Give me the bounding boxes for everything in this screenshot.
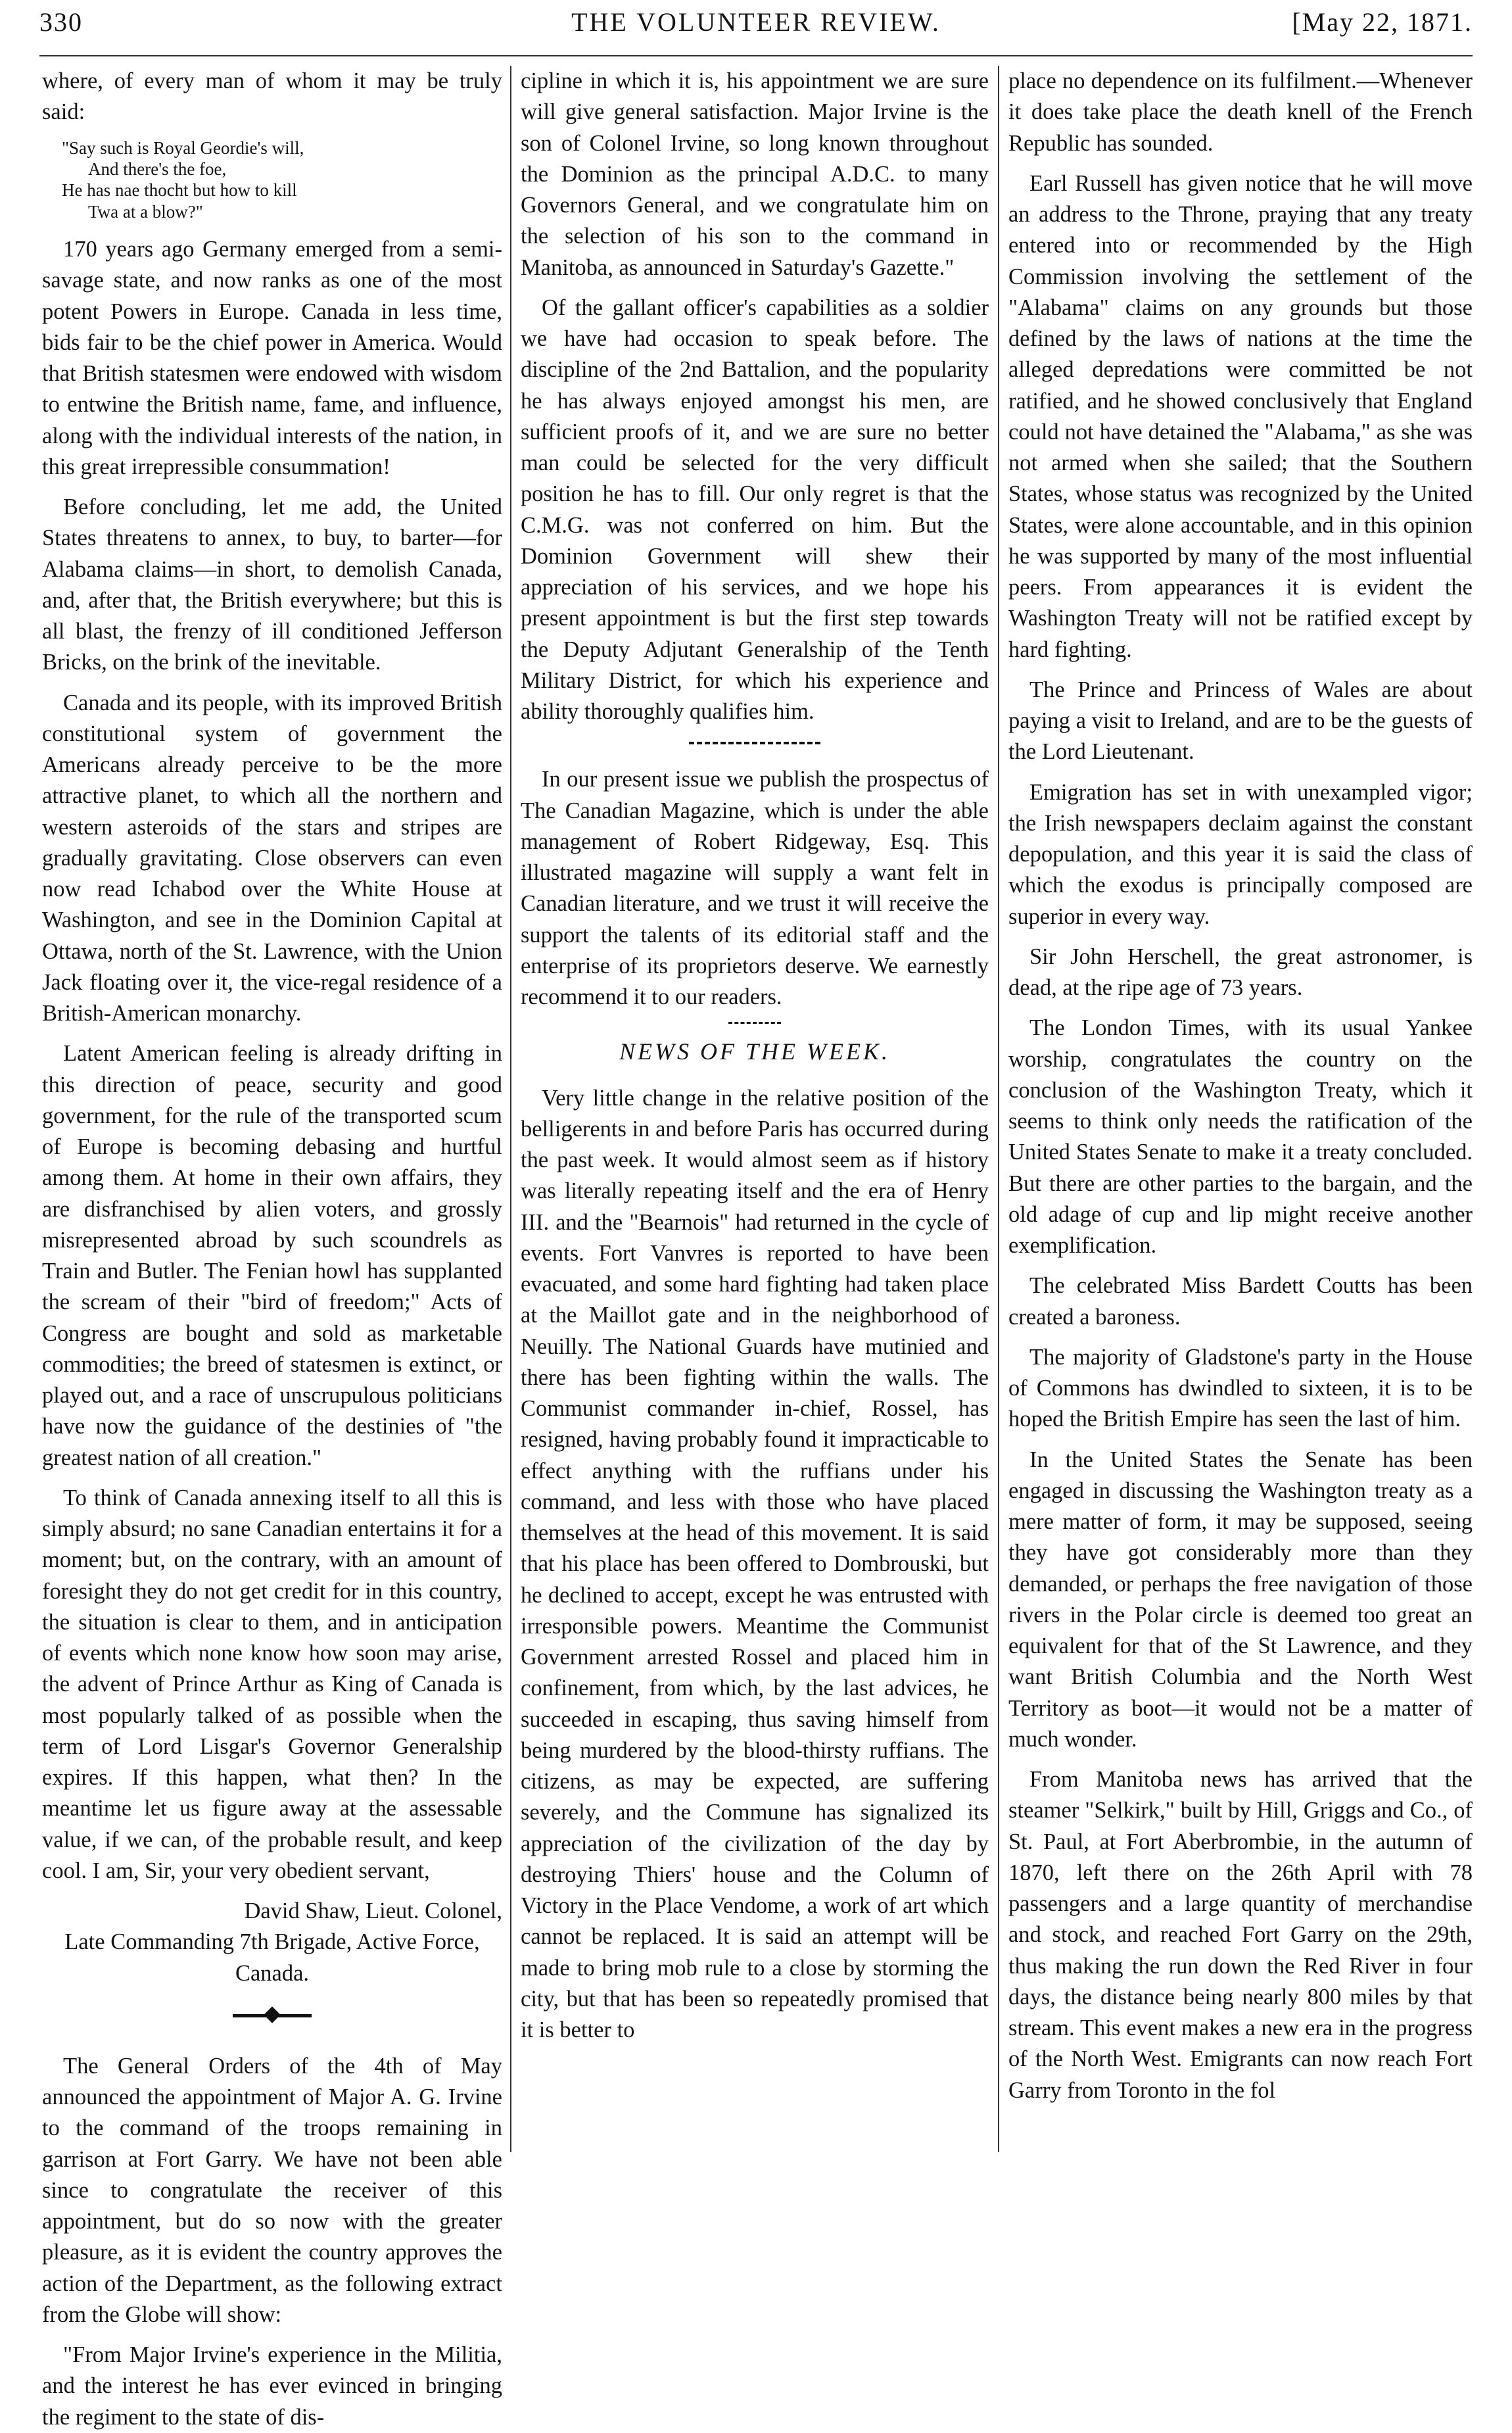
paragraph: In the United States the Senate has been engaged in discussing the Washington treaty as a mere matter of form, it may be supposed, seeing they have got considerably more than they demanded, or perhaps the free navigation of those rivers in the Polar circle is deemed too great an equivalent for that of the St Lawrence, and they want British Columbia and the North West Territory as boot—it would not be a matter of much wonder. [1008, 1447, 1473, 1752]
paragraph: Of the gallant officer's capabilities as a soldier we have had occasion to speak before. The discipline of the 2nd Battalion, and the popularity he has always enjoyed amongst his men, are sufficient proofs of it, and we are sure no better man could be selected for the very difficult position he has to fill. Our only regret is that the C.M.G. was not conferred on him. But the Dominion Government will shew their appreciation of his services, and we hope his present appointment is but the first step towards the Deputy Adjutant Generalship of the Tenth Military District, for which his experience and ability thoroughly qualifies him. [521, 295, 989, 724]
paragraph: place no dependence on its fulfilment.—Whenever it does take place the death knell of the French Republic has sounded. [1008, 68, 1473, 156]
paragraph: From Manitoba news has arrived that the steamer "Selkirk," built by Hill, Griggs and Co., of St. Paul, at Fort Aberbrombie, in the autumn of 1870, left there on the 26th April with 78 passengers and a large quantity of merchandise and stock, and reached Fort Garry on the 29th, thus making the run down the Red River in four days, the distance being nearly 800 miles by that stream. This event makes a new era in the progress of the North West. Emigrants can now reach Fort Garry from Toronto in the fol [1008, 1767, 1473, 2103]
paragraph: "From Major Irvine's experience in the Militia, and the interest he has ever evinced in bringing the regiment to the state of dis- [42, 2342, 502, 2430]
signature-name: David Shaw, Lieut. Colonel, [244, 1898, 502, 1924]
paragraph: Emigration has set in with unexampled vigor; the Irish newspapers declaim against the constant depopulation, and this year it is said the class of which the exodus is principally composed are superior in every way. [1008, 779, 1473, 929]
paragraph: Before concluding, let me add, the United States threatens to annex, to buy, to barter—for Alabama claims—in short, to demolish Canada, and, after that, the British everywhere; but this is all blast, the frenzy of ill conditioned Jefferson Bricks, on the brink of the inevitable. [42, 494, 502, 675]
paragraph: Sir John Herschell, the great astronomer, is dead, at the ripe age of 73 years. [1008, 944, 1473, 1000]
paragraph: cipline in which it is, his appointment we are sure will give general satisfaction. Major Irvine is the son of Colonel Irvine, so long known throughout the Dominion as the principal A.D.C. to many Governors General, and we congratulate him on the selection of his son to the command in Manitoba, as announced in Saturday's Gazette." [521, 68, 989, 280]
section-divider [42, 2004, 502, 2030]
header-rule [39, 55, 1473, 61]
paragraph: The celebrated Miss Bardett Coutts has been created a baroness. [1008, 1273, 1473, 1330]
column-divider [998, 66, 999, 2152]
verse-line: "Say such is Royal Geordie's will, [62, 137, 304, 158]
signature-title: Late Commanding 7th Brigade, Active Force, Canada. [64, 1929, 480, 1986]
paragraph: 170 years ago Germany emerged from a semi-savage state, and now ranks as one of the most potent Powers in Europe. Canada in less time, bids fair to be the chief power in America. Would that British statesmen were endowed with wisdom to entwine the British name, fame, and influence, along with the individual interests of the nation, in this great irrepressible consummation! [42, 237, 502, 479]
paragraph: The London Times, with its usual Yankee worship, congratulates the country on the conclusion of the Washington Treaty, which it seems to think only needs the ratification of the United States Senate to make it a treaty concluded. But there are other parties to the bargain, and the old adage of cup and lip might receive another exemplification. [1008, 1015, 1473, 1258]
section-divider [728, 1022, 781, 1024]
column-2 [521, 66, 989, 2159]
page-number: 330 [39, 7, 83, 37]
paragraph: Very little change in the relative position of the belligerents in and before Paris has occurred during the past week. It would almost seem as if history was literally repeating itself and the era of Henry III. and the "Bearnois" had returned in the cycle of events. Fort Vanvres is reported to have been evacuated, and some hard fighting had taken place at the Maillot gate and in the neighborhood of Neuilly. The National Guards have mutinied and there has been fighting within the walls. The Communist commander in-chief, Rossel, has resigned, having probably found it impracticable to effect anything with the ruffians under his command, and less with those who have placed themselves at the head of this movement. It is said that his place has been offered to Dombrouski, but he declined to accept, except he was entrusted with irresponsible powers. Meantime the Communist Government arrested Rossel and placed him in confinement, from which, by the last advices, he succeeded in escaping, thus saving himself from being murdered by the blood-thirsty ruffians. The citizens, as may be expected, are suffering severely, and the Commune has signalized its appreciation of the civilization of the day by destroying Thiers' house and the Column of Victory in the Place Vendome, a work of art which cannot be replaced. It is said an attempt will be made to bring mob rule to a close by storming the city, but that has been so repeatedly promised that it is better to [521, 1085, 989, 2043]
paragraph: In our present issue we publish the prospectus of The Canadian Magazine, which is under the able management of Robert Ridgeway, Esq. This illustrated magazine will supply a want felt in Canadian literature, and we trust it will receive the support the talents of its editorial staff and the enterprise of its proprietors deserve. We earnestly recommend it to our readers. [521, 767, 989, 1009]
paragraph: The Prince and Princess of Wales are about paying a visit to Ireland, and are to be the guests of the Lord Lieutenant. [1008, 677, 1473, 765]
paragraph: To think of Canada annexing itself to all this is simply absurd; no sane Canadian entertains it for a moment; but, on the contrary, with an amount of foresight they do not get credit for in this country, the situation is clear to them, and in anticipation of events which none know how soon may arise, the advent of Prince Arthur as King of Canada is most popularly talked of as possible when the term of Lord Lisgar's Governor Generalship expires. If this happen, what then? In the meantime let us figure away at the assessable value, if we can, of the probable result, and keep cool. I am, Sir, your very obedient servant, [42, 1485, 502, 1883]
paragraph: Canada and its people, with its improved British constitutional system of government the Americans already perceive to be the more attractive planet, to which all the northern and western asteroids of the stars and stripes are gradually gravitating. Close observers can even now read Ichabod over the White House at Washington, and see in the Dominion Capital at Ottawa, north of the St. Lawrence, with the Union Jack floating over it, the vice-regal residence of a British-American monarchy. [42, 690, 502, 1026]
paragraph: Latent American feeling is already drifting in this direction of peace, security and good government, for the rule of the transported scum of Europe is becoming debasing and hurtful among them. At home in their own affairs, they are disfranchised by alien voters, and grossly misrepresented abroad by such scoundrels as Train and Butler. The Fenian howl has supplanted the scream of their "bird of freedom;" Acts of Congress are bought and sold as marketable commodities; the breed of statesmen is extinct, or played out, and a race of unscrupulous politicians have now the guidance of the destinies of "the greatest nation of all creation." [42, 1041, 502, 1470]
verse-line: Twa at a blow?" [88, 201, 203, 222]
issue-date: [May 22, 1871. [1292, 7, 1473, 37]
verse-line: And there's the foe, [88, 158, 227, 179]
page-header [39, 0, 1473, 72]
section-heading: NEWS OF THE WEEK. [619, 1038, 890, 1065]
paragraph: where, of every man of whom it may be truly said: [42, 68, 502, 125]
paragraph: The majority of Gladstone's party in the House of Commons has dwindled to sixteen, it is to be hoped the British Empire has seen the last of him. [1008, 1344, 1473, 1432]
column-3 [1008, 66, 1473, 2159]
column-divider [510, 66, 511, 2152]
column-1 [42, 66, 502, 2430]
paragraph: Earl Russell has given notice that he will move an address to the Throne, praying that any treaty entered into or recommended by the High Commission involving the settlement of the "Alabama" claims on any grounds but those defined by the laws of nations at the time the alleged depredations were committed be not ratified, and he showed conclusively that England could not have detained the "Alabama," as she was not armed when she sailed; that the Southern States, whose status was recognized by the United States, were alone accountable, and in this opinion he was supported by many of the most influential peers. From appearances it is evident the Washington Treaty will not be ratified except by hard fighting. [1008, 170, 1473, 662]
verse-quote [62, 137, 502, 223]
publication-title: THE VOLUNTEER REVIEW. [571, 7, 941, 37]
paragraph: The General Orders of the 4th of May announced the appointment of Major A. G. Irvine to the command of the troops remaining in garrison at Fort Garry. We have not been able since to congratulate the receiver of this appointment, but do so now with the greater pleasure, as it is evident the country approves the action of the Department, as the following extract from the Globe will show: [42, 2053, 502, 2327]
verse-line: He has nae thocht but how to kill [62, 180, 297, 201]
section-divider [689, 742, 820, 744]
